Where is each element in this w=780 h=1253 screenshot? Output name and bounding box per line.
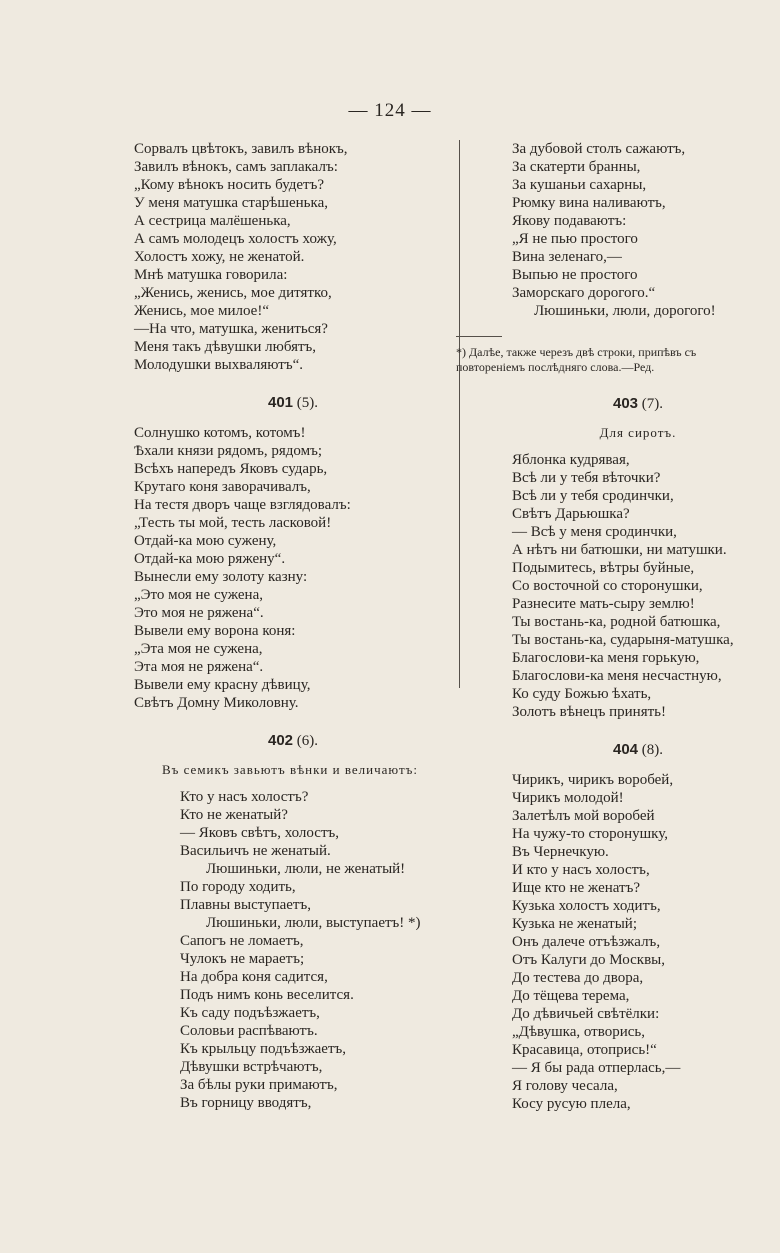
poem-line: Ко суду Божью ѣхать,	[512, 686, 652, 702]
poem-line: — Яковъ свѣтъ, холостъ,	[180, 825, 340, 841]
poem-number: 404	[612, 741, 639, 758]
poem-line: Сапогъ не ломаетъ,	[180, 933, 304, 949]
poem-line: На тестя дворъ чаще взглядовалъ:	[134, 497, 351, 513]
poem-line: За скатерти бранны,	[512, 159, 641, 175]
poem-line: Чирикъ, чирикъ воробей,	[512, 772, 674, 788]
poem-heading-403	[512, 395, 764, 413]
poem-line: Свѣтъ Дарьюшка?	[512, 506, 630, 522]
poem-line: Благослови-ка меня горькую,	[512, 650, 700, 666]
poem-line: Я голову чесала,	[512, 1078, 618, 1094]
poem-number: 402	[267, 732, 294, 749]
poem-line: —На что, матушка, жениться?	[134, 321, 328, 337]
poem-line: По городу ходить,	[180, 879, 296, 895]
poem-subnumber: (6).	[296, 733, 319, 749]
poem-line: „Кому вѣнокъ носить будетъ?	[134, 177, 325, 193]
poem-line: „Дѣвушка, отворись,	[512, 1024, 645, 1040]
poem-heading-404	[512, 741, 764, 759]
poem-line: Завилъ вѣнокъ, самъ заплакалъ:	[134, 159, 338, 175]
poem-line: „Я не пью простого	[512, 231, 638, 247]
poem-line: Чулокъ не мараетъ;	[180, 951, 305, 967]
poem-line: А нѣтъ ни батюшки, ни матушки.	[512, 542, 727, 558]
poem-line: Дѣвушки встрѣчаютъ,	[180, 1059, 323, 1075]
poem-line: Со восточной со сторонушки,	[512, 578, 703, 594]
poem-line: Яблонка кудрявая,	[512, 452, 630, 468]
poem-line: Къ крыльцу подъѣзжаетъ,	[180, 1041, 347, 1057]
poem-line: За кушаньи сахарны,	[512, 177, 647, 193]
poem-line: Золотъ вѣнецъ принять!	[512, 704, 666, 720]
footnote: *) Далѣе, также черезъ двѣ строки, припѣвъ съ повтореніемъ послѣдняго слова.—Ред.	[456, 345, 697, 374]
poem-line: — Всѣ у меня сродинчки,	[512, 524, 677, 540]
page-number: — 124 —	[348, 100, 432, 121]
poem-line: Онъ далече отъѣзжалъ,	[512, 934, 661, 950]
poem-line: Это моя не ряжена“.	[134, 605, 264, 621]
poem-line: Меня такъ дѣвушки любятъ,	[134, 339, 317, 355]
poem-line: Разнесите мать-сыру землю!	[512, 596, 695, 612]
poem-subnumber: (8).	[641, 742, 664, 758]
poem-number: 403	[612, 395, 639, 412]
poem-line: Кузька холостъ ходитъ,	[512, 898, 661, 914]
poem-line: Вывели ему ворона коня:	[134, 623, 296, 639]
poem-line: Подъ нимъ конь веселится.	[180, 987, 354, 1003]
poem-line: Васильичъ не женатый.	[180, 843, 331, 859]
poem-line: До дѣвичьей свѣтёлки:	[512, 1006, 660, 1022]
poem-top-right	[512, 140, 764, 320]
poem-line: Выпью не простого	[512, 267, 638, 283]
poem-403	[512, 451, 764, 721]
poem-line: Кузька не женатый;	[512, 916, 637, 932]
poem-line: — Я бы рада отперлась,—	[512, 1060, 681, 1076]
poem-line: Люшиньки, люли, выступаетъ! *)	[206, 915, 421, 931]
poem-line: Молодушки выхваляютъ“.	[134, 357, 304, 373]
poem-line: Заморскаго дорогого.“	[512, 285, 656, 301]
poem-line: Ты востань-ка, сударыня-матушка,	[512, 632, 734, 648]
poem-line: „Эта моя не сужена,	[134, 641, 263, 657]
poem-line: Чирикъ молодой!	[512, 790, 624, 806]
poem-line: На добра коня садится,	[180, 969, 328, 985]
poem-line: „Женись, женись, мое дитятко,	[134, 285, 332, 301]
poem-line: Отдай-ка мою сужену,	[134, 533, 277, 549]
poem-line: Въ Чернечкую.	[512, 844, 609, 860]
poem-404	[512, 771, 764, 1113]
column-divider	[459, 140, 460, 688]
poem-line: Ѣхали князи рядомъ, рядомъ;	[134, 443, 322, 459]
poem-line: На чужу-то сторонушку,	[512, 826, 668, 842]
poem-line: Люшиньки, люли, не женатый!	[206, 861, 406, 877]
poem-line: Залетѣлъ мой воробей	[512, 808, 655, 824]
poem-line: Крутаго коня заворачивалъ,	[134, 479, 311, 495]
poem-line: Сорвалъ цвѣтокъ, завилъ вѣнокъ,	[134, 141, 348, 157]
poem-line: Въ горницу вводятъ,	[180, 1095, 312, 1111]
poem-top-left	[134, 140, 452, 374]
poem-line: Всѣ ли у тебя сродинчки,	[512, 488, 674, 504]
poem-line: Женись, мое милое!“	[134, 303, 269, 319]
poem-402	[134, 788, 452, 1112]
poem-line: Ты востань-ка, родной батюшка,	[512, 614, 721, 630]
poem-line: А самъ молодецъ холостъ хожу,	[134, 231, 337, 247]
poem-line: Якову подаваютъ:	[512, 213, 627, 229]
footnote-rule	[456, 336, 502, 337]
poem-subnumber: (7).	[641, 396, 664, 412]
poem-subheading: Въ семикъ завьютъ вѣнки и величаютъ:	[161, 762, 418, 777]
poem-line: До тёщева терема,	[512, 988, 630, 1004]
poem-line: „Тесть ты мой, тесть ласковой!	[134, 515, 332, 531]
left-column	[134, 140, 452, 1112]
poem-line: У меня матушка старѣшенька,	[134, 195, 328, 211]
poem-line: Вина зеленаго,—	[512, 249, 622, 265]
poem-line: Кто не женатый?	[180, 807, 288, 823]
poem-line: До тестева до двора,	[512, 970, 644, 986]
poem-line: И кто у насъ холостъ,	[512, 862, 650, 878]
poem-line: Вынесли ему золоту казну:	[134, 569, 308, 585]
poem-line: Ище кто не женатъ?	[512, 880, 641, 896]
poem-heading-402	[134, 732, 452, 750]
poem-line: „Это моя не сужена,	[134, 587, 263, 603]
poem-line: Отдай-ка мою ряжену“.	[134, 551, 286, 567]
poem-heading-401	[134, 394, 452, 412]
poem-line: Подымитесь, вѣтры буйные,	[512, 560, 695, 576]
poem-line: Косу русую плела,	[512, 1096, 631, 1112]
poem-line: Отъ Калуги до Москвы,	[512, 952, 665, 968]
poem-line: Благослови-ка меня несчастную,	[512, 668, 722, 684]
poem-line: Эта моя не ряжена“.	[134, 659, 264, 675]
poem-subnumber: (5).	[296, 395, 319, 411]
poem-line: Плавны выступаетъ,	[180, 897, 311, 913]
poem-line: А сестрица малёшенька,	[134, 213, 291, 229]
poem-line: Къ саду подъѣзжаетъ,	[180, 1005, 320, 1021]
poem-line: Красавица, отопрись!“	[512, 1042, 657, 1058]
poem-line: Мнѣ матушка говорила:	[134, 267, 288, 283]
right-column	[456, 140, 764, 1113]
poem-line: За дубовой столъ сажаютъ,	[512, 141, 686, 157]
poem-line: Всѣ ли у тебя вѣточки?	[512, 470, 661, 486]
poem-line: Свѣтъ Домну Миколовну.	[134, 695, 299, 711]
poem-line: Соловьи распѣваютъ.	[180, 1023, 318, 1039]
poem-number: 401	[267, 394, 294, 411]
poem-line: Холостъ хожу, не женатой.	[134, 249, 305, 265]
poem-401	[134, 424, 452, 712]
poem-line: Люшиньки, люли, дорогого!	[534, 303, 716, 319]
poem-line: Кто у насъ холостъ?	[180, 789, 309, 805]
poem-line: Всѣхъ напередъ Яковъ сударь,	[134, 461, 328, 477]
poem-line: Вывели ему красну дѣвицу,	[134, 677, 311, 693]
poem-subheading: Для сиротъ.	[599, 425, 677, 440]
poem-line: За бѣлы руки примаютъ,	[180, 1077, 338, 1093]
poem-line: Рюмку вина наливаютъ,	[512, 195, 666, 211]
poem-line: Солнушко котомъ, котомъ!	[134, 425, 306, 441]
